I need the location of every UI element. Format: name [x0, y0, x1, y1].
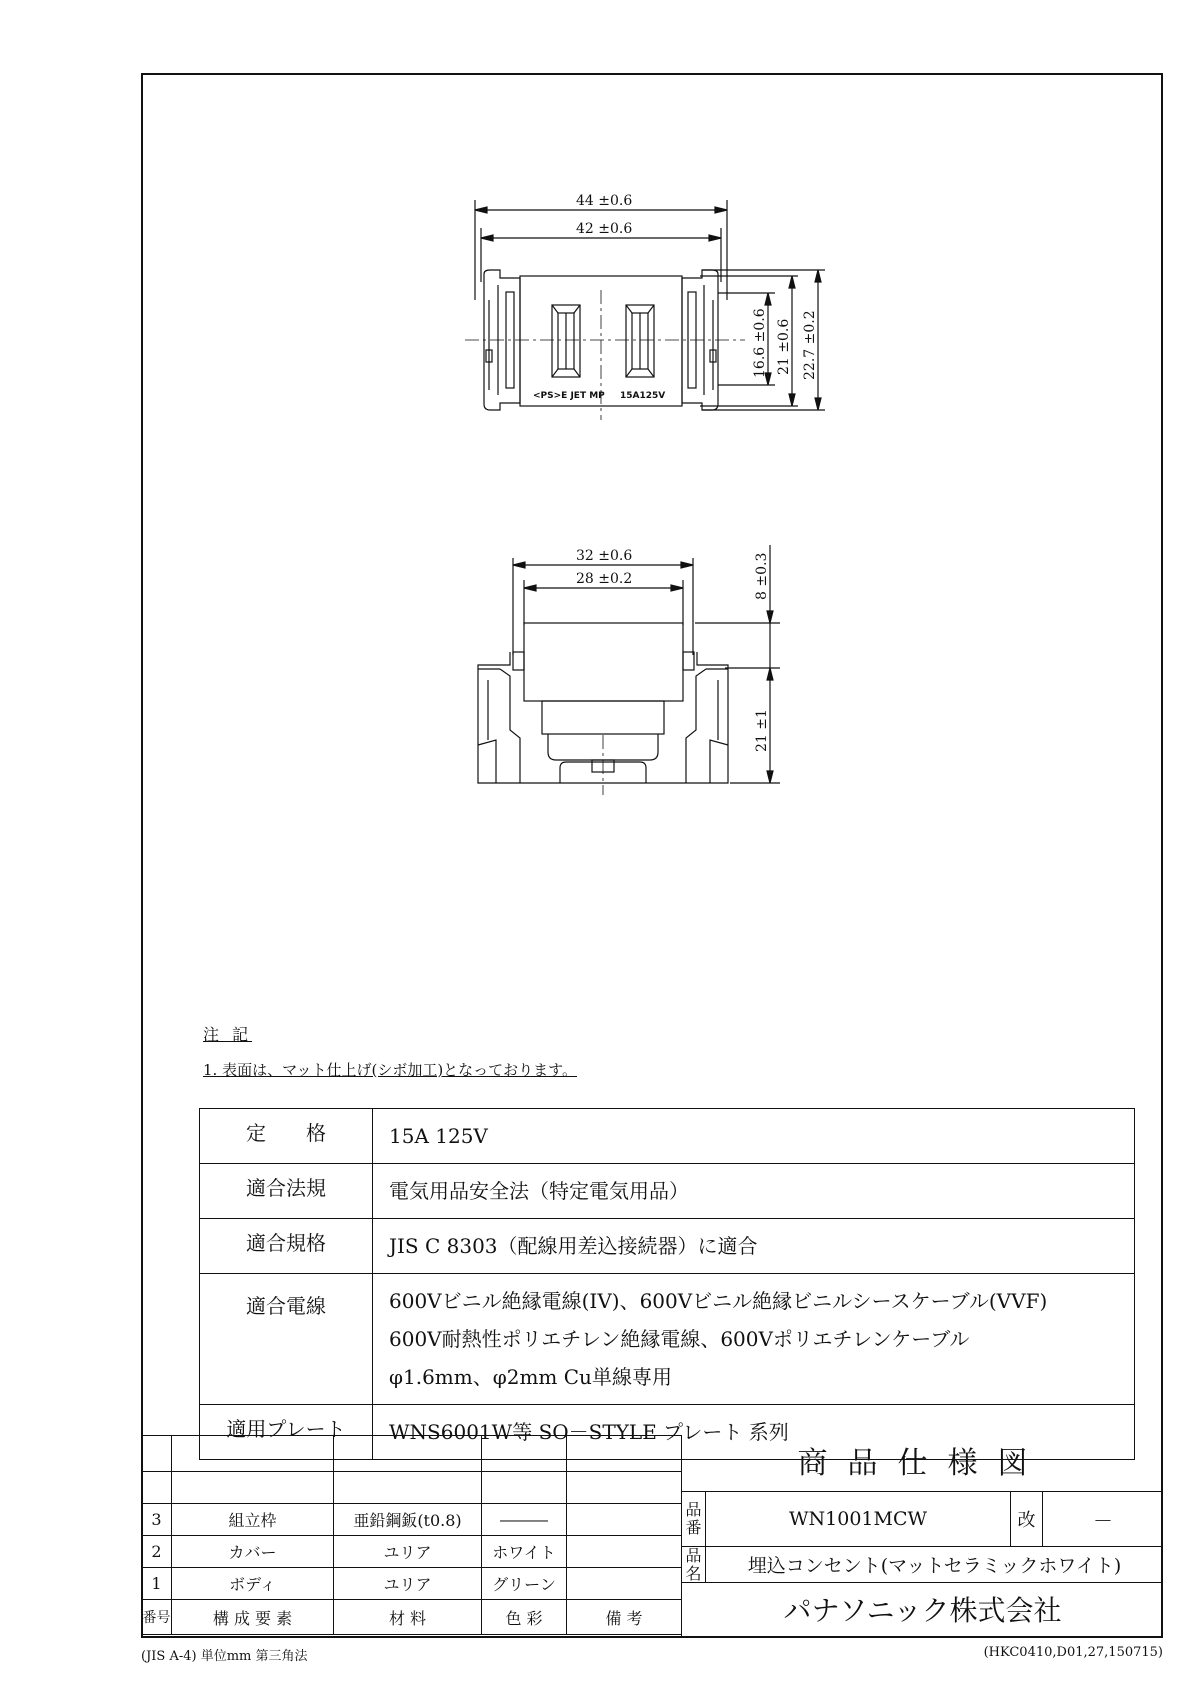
parts-part: ボディ: [172, 1568, 334, 1600]
parts-part: 組立枠: [172, 1504, 334, 1536]
notes: [203, 1022, 577, 1080]
dim-top-42: 42 ±0.6: [576, 221, 633, 237]
drawing-title: 商品仕様図: [682, 1435, 1163, 1492]
dim-side-28: 28 ±0.2: [576, 571, 633, 587]
marking-right: 15A125V: [620, 391, 666, 401]
parts-no: 1: [142, 1568, 172, 1600]
spec-key: 適合法規: [200, 1164, 373, 1219]
spec-key: 適合電線: [200, 1274, 373, 1405]
dim-top-22-7: 22.7 ±0.2: [802, 310, 818, 380]
footer-standard: (JIS A-4) 単位mm 第三角法: [141, 1649, 308, 1664]
spec-key: 適合規格: [200, 1219, 373, 1274]
spec-row: [200, 1274, 1135, 1405]
company-name: パナソニック株式会社: [783, 1594, 1062, 1627]
dim-top-16-6: 16.6 ±0.6: [752, 308, 768, 378]
marking-left: <PS>E JET MP: [533, 391, 605, 401]
parts-table: [141, 1435, 682, 1635]
parts-header-color: 色 彩: [482, 1600, 567, 1635]
model-label: 品番: [682, 1492, 706, 1546]
spec-wire-line: 600V耐熱性ポリエチレン絶縁電線、600Vポリエチレンケーブル: [389, 1327, 970, 1351]
parts-remarks: [567, 1472, 682, 1504]
parts-material: [334, 1436, 482, 1472]
spec-value: 電気用品安全法（特定電気用品）: [373, 1164, 1135, 1219]
parts-material: ユリア: [334, 1568, 482, 1600]
parts-no: 3: [142, 1504, 172, 1536]
spec-key: 定 格: [200, 1109, 373, 1164]
parts-color: グリーン: [482, 1568, 567, 1600]
table-row: [142, 1536, 682, 1568]
spec-row: [200, 1109, 1135, 1164]
parts-color: ―――: [482, 1504, 567, 1536]
spec-value: WNS6001W等 SO－STYLE プレート 系列: [373, 1405, 1135, 1460]
dim-side-21: 21 ±1: [754, 709, 770, 752]
product-name-label: 品名: [682, 1547, 706, 1582]
parts-remarks: [567, 1536, 682, 1568]
table-row: [142, 1504, 682, 1536]
spec-key: 適用プレート: [200, 1405, 373, 1460]
spec-row: [200, 1164, 1135, 1219]
title-block: [681, 1435, 1163, 1638]
parts-remarks: [567, 1436, 682, 1472]
product-name-row: [682, 1547, 1163, 1583]
parts-no: [142, 1436, 172, 1472]
notes-heading: 注 記: [203, 1025, 253, 1044]
parts-remarks: [567, 1504, 682, 1536]
parts-color: [482, 1472, 567, 1504]
revision-value: －: [1093, 1508, 1113, 1533]
footer-code: (HKC0410,D01,27,150715): [983, 1645, 1163, 1660]
table-row: [142, 1436, 682, 1472]
parts-material: [334, 1472, 482, 1504]
parts-header-part: 構 成 要 素: [172, 1600, 334, 1635]
parts-header-remarks: 備 考: [567, 1600, 682, 1635]
parts-header-material: 材 料: [334, 1600, 482, 1635]
parts-no: 2: [142, 1536, 172, 1568]
table-row: [142, 1472, 682, 1504]
parts-color: ホワイト: [482, 1536, 567, 1568]
dim-side-8: 8 ±0.3: [754, 552, 770, 600]
dim-top-44: 44 ±0.6: [576, 193, 633, 209]
parts-remarks: [567, 1568, 682, 1600]
parts-header-no: 番号: [142, 1600, 172, 1635]
revision-label: 改: [1011, 1492, 1043, 1546]
parts-part: [172, 1472, 334, 1504]
dim-side-32: 32 ±0.6: [576, 548, 633, 564]
parts-part: カバー: [172, 1536, 334, 1568]
parts-color: [482, 1436, 567, 1472]
product-name: 埋込コンセント(マットセラミックホワイト): [747, 1555, 1122, 1577]
spec-value: 15A 125V: [373, 1109, 1135, 1164]
spec-table: [199, 1108, 1135, 1460]
table-row: [142, 1568, 682, 1600]
top-view: [465, 200, 825, 420]
dim-top-21: 21 ±0.6: [776, 318, 792, 375]
model-number: WN1001MCW: [706, 1492, 1011, 1546]
model-row: [682, 1492, 1163, 1547]
spec-value-wires: [373, 1274, 1135, 1405]
spec-wire-line: 600Vビニル絶縁電線(IV)、600Vビニル絶縁ビニルシースケーブル(VVF): [389, 1289, 1048, 1313]
spec-wire-line: φ1.6mm、φ2mm Cu単線専用: [389, 1365, 672, 1389]
spec-row: [200, 1219, 1135, 1274]
parts-part: [172, 1436, 334, 1472]
parts-material: ユリア: [334, 1536, 482, 1568]
spec-value: JIS C 8303（配線用差込接続器）に適合: [373, 1219, 1135, 1274]
notes-item-1: 1. 表面は、マット仕上げ(シボ加工)となっております。: [203, 1061, 577, 1079]
parts-material: 亜鉛鋼鈑(t0.8): [334, 1504, 482, 1536]
parts-no: [142, 1472, 172, 1504]
table-header-row: [142, 1600, 682, 1635]
